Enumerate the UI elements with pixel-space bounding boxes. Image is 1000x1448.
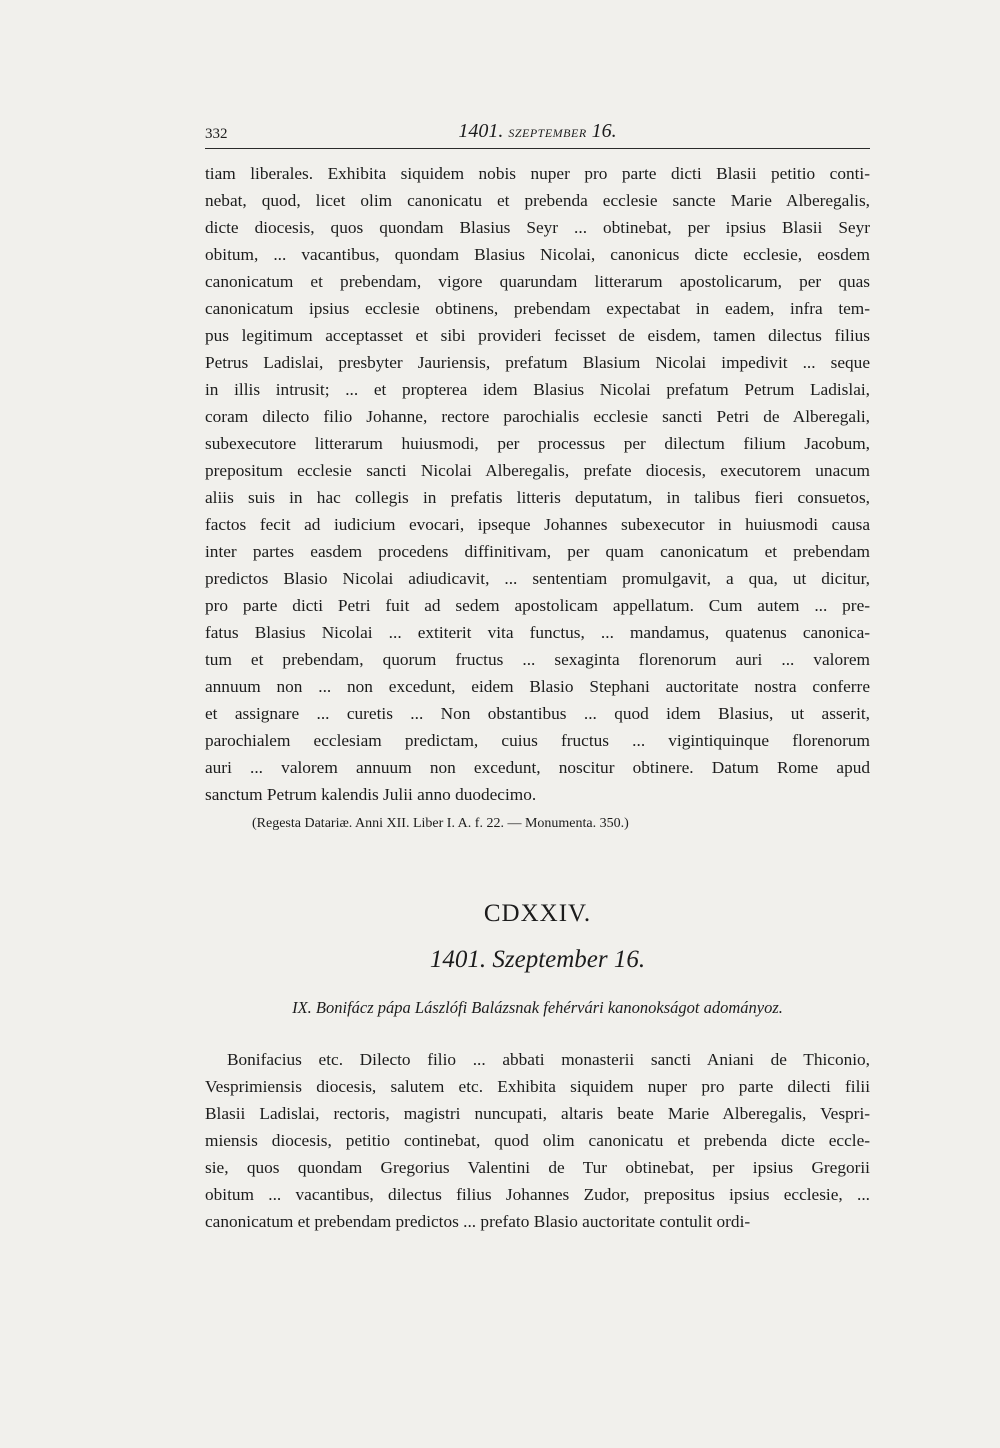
text-line: pro parte dicti Petri fuit ad sedem apostolicam appellatum. Cum autem ... pre- [205,596,870,615]
text-line: prepositum ecclesie sancti Nicolai Alberegalis, prefate diocesis, executorem unacum [205,461,870,480]
text-line: canonicatum ipsius ecclesie obtinens, prebendam expectabat in eadem, infra tem- [205,299,870,318]
text-line: obitum, ... vacantibus, quondam Blasius Nicolai, canonicus dicte ecclesie, eosdem [205,245,870,264]
text-line: pus legitimum acceptasset et sibi provideri fecisset de eisdem, tamen dilectus filius [205,326,870,345]
text-line: inter partes easdem procedens diffinitivam, per quam canonicatum et prebendam [205,542,870,561]
text-line: Petrus Ladislai, presbyter Jauriensis, prefatum Blasium Nicolai impedivit ... seque [205,353,870,372]
running-head [205,118,870,149]
text-line: sie, quos quondam Gregorius Valentini de Tur obtinebat, per ipsius Gregorii [205,1158,870,1177]
previous-document-text [205,160,870,808]
document-regest: IX. Bonifácz pápa Lászlófi Balázsnak fehérvári kanonokságot adományoz. [292,998,783,1017]
text-line: subexecutore litterarum huiusmodi, per processus per dilectum filium Jacobum, [205,434,870,453]
text-line: Vesprimiensis diocesis, salutem etc. Exhibita siquidem nuper pro parte dilecti filii [205,1077,870,1096]
source-citation: (Regesta Datariæ. Anni XII. Liber I. A. f. 22. — Monumenta. 350.) [252,816,629,831]
running-head-day: 16. [591,120,617,142]
text-line: canonicatum et prebendam, vigore quarundam litterarum apostolicarum, per quas [205,272,870,291]
document-number: CDXXIV. [483,900,592,927]
text-line: sanctum Petrum kalendis Julii anno duodecimo. [205,785,537,804]
document-date: 1401. Szeptember 16. [429,946,646,973]
text-line: Blasii Ladislai, rectoris, magistri nuncupati, altaris beate Marie Alberegalis, Vespri- [205,1104,870,1123]
text-line: et assignare ... curetis ... Non obstantibus ... quod idem Blasius, ut asserit, [205,704,870,723]
text-line: Bonifacius etc. Dilecto filio ... abbati monasterii sancti Aniani de Thiconio, [227,1050,870,1069]
text-line: tiam liberales. Exhibita siquidem nobis nuper pro parte dicti Blasii petitio conti- [205,164,870,183]
text-line: nebat, quod, licet olim canonicatu et prebenda ecclesie sancte Marie Alberegalis, [205,191,870,210]
text-line: factos fecit ad iudicium evocari, ipseque Johannes subexecutor in huiusmodi causa [205,515,870,534]
text-line: coram dilecto filio Johanne, rectore parochialis ecclesie sancti Petri de Alberegali, [205,407,870,426]
text-line: canonicatum et prebendam predictos ... prefato Blasio auctoritate contulit ordi- [205,1212,751,1231]
text-line: annuum non ... non excedunt, eidem Blasio Stephani auctoritate nostra conferre [205,677,870,696]
page-number: 332 [205,126,228,142]
text-line: aliis suis in hac collegis in prefatis litteris deputatum, in talibus fieri consuetos, [205,488,870,507]
document-text [205,1046,870,1235]
text-line: auri ... valorem annuum non excedunt, noscitur obtinere. Datum Rome apud [205,758,870,777]
running-head-year: 1401. [458,120,504,142]
text-line: tum et prebendam, quorum fructus ... sexaginta florenorum auri ... valorem [205,650,870,669]
text-line: miensis diocesis, petitio continebat, quod olim canonicatu et prebenda dicte eccle- [205,1131,870,1150]
text-line: parochialem ecclesiam predictam, cuius fructus ... vigintiquinque florenorum [205,731,870,750]
running-head-title [205,120,870,143]
text-line: predictos Blasio Nicolai adiudicavit, ... sententiam promulgavit, a qua, ut dicitur, [205,569,870,588]
text-line: in illis intrusit; ... et propterea idem Blasius Nicolai prefatum Petrum Ladislai, [205,380,870,399]
text-line: fatus Blasius Nicolai ... extiterit vita functus, ... mandamus, quatenus canonica- [205,623,870,642]
text-line: dicte diocesis, quos quondam Blasius Seyr ... obtinebat, per ipsius Blasii Seyr [205,218,870,237]
text-line: obitum ... vacantibus, dilectus filius Johannes Zudor, prepositus ipsius ecclesie, ... [205,1185,870,1204]
running-head-month: SZEPTEMBER [508,126,587,140]
